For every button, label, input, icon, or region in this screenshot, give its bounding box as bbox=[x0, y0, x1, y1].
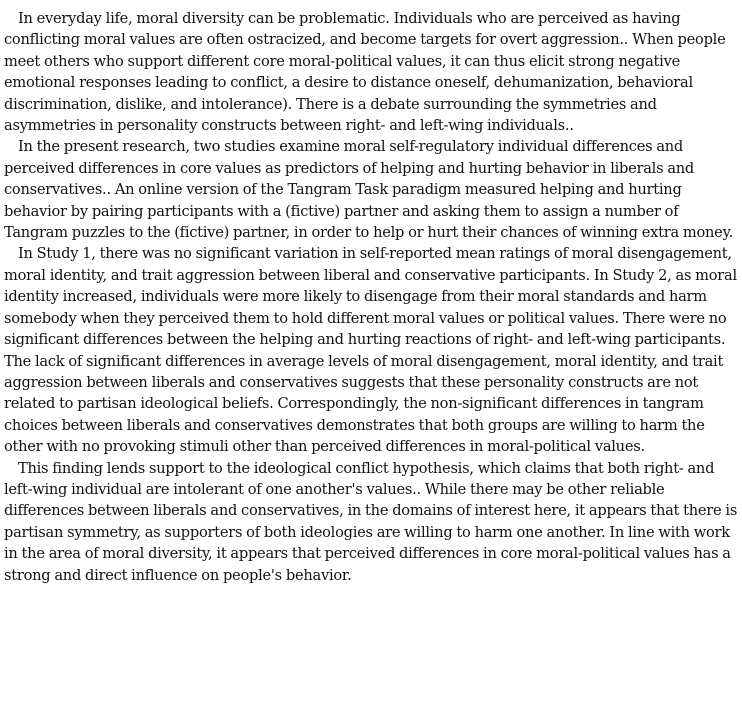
paragraph-present-research: In the present research, two studies examine moral self-regulatory individual differences and perceived differences in core values as predictors of helping and hurting behavior in liberals and conservatives.. An online version of the Tangram Task paradigm measured helping and hurting behavior by pairing participants with a (fictive) partner and asking them to assign a number of Tangram puzzles to the (fictive) partner, in order to help or hurt their chances of winning extra money. bbox=[4, 138, 734, 242]
paragraph-study-results: In Study 1, there was no significant variation in self-reported mean ratings of moral disengagement, moral identity, and trait aggression between liberal and conservative participants. In Study 2, as moral identity increased, individuals were more likely to disengage from their moral standards and harm somebody when they perceived them to hold different moral values or political values. There were no significant differences between the helping and hurting reactions of right- and left-wing participants. The lack of significant differences in average levels of moral disengagement, moral identity, and trait aggression between liberals and conservatives suggests that these personality constructs are not related to partisan ideological beliefs. Correspondingly, the non-significant differences in tangram choices between liberals and conservatives demonstrates that both groups are willing to harm the other with no provoking stimuli other than perceived differences in moral-political values. bbox=[4, 245, 737, 456]
paragraph-conclusion: This finding lends support to the ideological conflict hypothesis, which claims that both right- and left-wing individual are intolerant of one another's values.. While there may be other reliable differences between liberals and conservatives, in the domains of interest here, it appears that there is partisan symmetry, as supporters of both ideologies are willing to harm one another. In line with work in the area of moral diversity, it appears that perceived differences in core moral-political values has a strong and direct influence on people's behavior. bbox=[4, 459, 738, 584]
document-body bbox=[4, 8, 740, 586]
paragraph-intro: In everyday life, moral diversity can be problematic. Individuals who are perceived as having conflicting moral values are often ostracized, and become targets for overt aggression.. When people meet others who support different core moral-political values, it can thus elicit strong negative emotional responses leading to conflict, a desire to distance oneself, dehumanization, behavioral discrimination, dislike, and intolerance). There is a debate surrounding the symmetries and asymmetries in personality constructs between right- and left-wing individuals.. bbox=[4, 10, 726, 135]
